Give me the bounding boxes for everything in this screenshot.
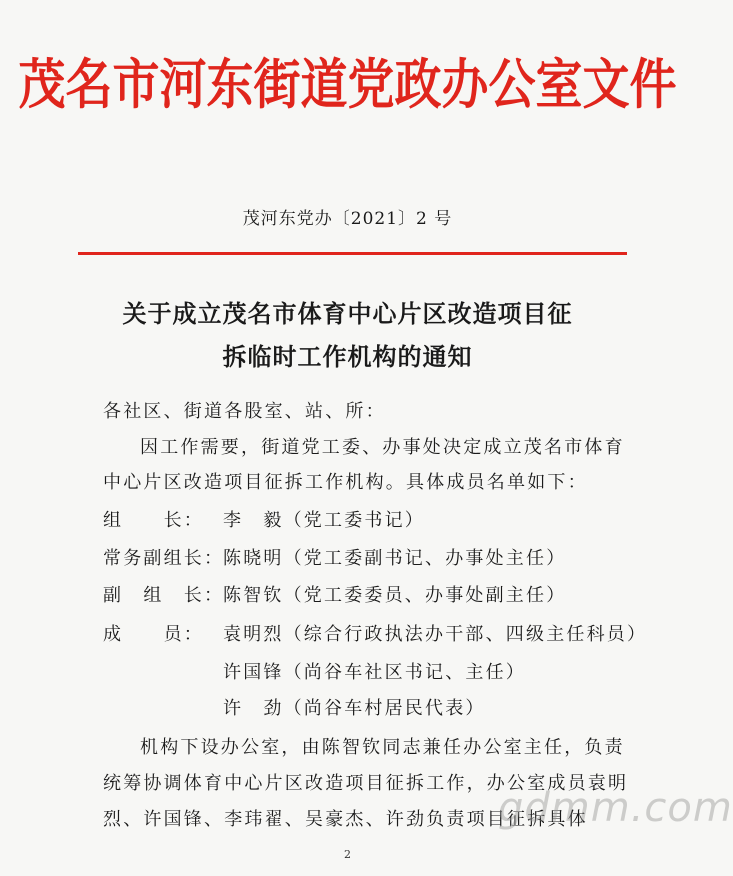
paragraph-2-line-3: 烈、许国锋、李玮翟、吴豪杰、许劲负责项目征拆具体 <box>103 809 588 830</box>
role-label: 成 员： <box>103 624 204 645</box>
member-entry: 许 劲（尚谷车村居民代表） <box>223 698 486 719</box>
role-value: 袁明烈（综合行政执法办干部、四级主任科员） <box>223 624 648 645</box>
role-label: 组 长： <box>103 510 204 531</box>
paragraph-2-line-2: 统筹协调体育中心片区改造项目征拆工作，办公室成员袁明 <box>103 773 629 794</box>
subject-line-1: 关于成立茂名市体育中心片区改造项目征 <box>122 300 573 328</box>
role-row-deputy <box>103 581 566 607</box>
role-label: 常务副组长： <box>103 548 225 569</box>
paragraph-1-line-1: 因工作需要，街道党工委、办事处决定成立茂名市体育 <box>140 437 625 458</box>
role-row-leader <box>103 506 425 532</box>
role-value: 陈晓明（党工委副书记、办事处主任） <box>223 548 567 569</box>
addressee: 各社区、街道各股室、站、所： <box>103 401 386 422</box>
subject-line-2: 拆临时工作机构的通知 <box>222 343 473 371</box>
paragraph-1-line-2: 中心片区改造项目征拆工作机构。具体成员名单如下： <box>103 472 588 493</box>
role-value: 陈智钦（党工委委员、办事处副主任） <box>223 585 567 606</box>
red-divider-rule <box>78 252 627 255</box>
role-row-members <box>103 620 647 646</box>
member-entry: 许国锋（尚谷车社区书记、主任） <box>223 662 526 683</box>
document-number: 茂河东党办〔2021〕2 号 <box>242 209 453 229</box>
page-number: 2 <box>344 848 351 861</box>
site-watermark: gdmm.com <box>498 785 733 831</box>
document-header-title: 茂名市河东街道党政办公室文件 <box>18 53 677 117</box>
role-value: 李 毅（党工委书记） <box>223 510 425 531</box>
role-row-executive-deputy <box>103 544 566 570</box>
role-label: 副 组 长： <box>103 585 225 606</box>
paragraph-2-line-1: 机构下设办公室，由陈智钦同志兼任办公室主任，负责 <box>140 737 625 758</box>
